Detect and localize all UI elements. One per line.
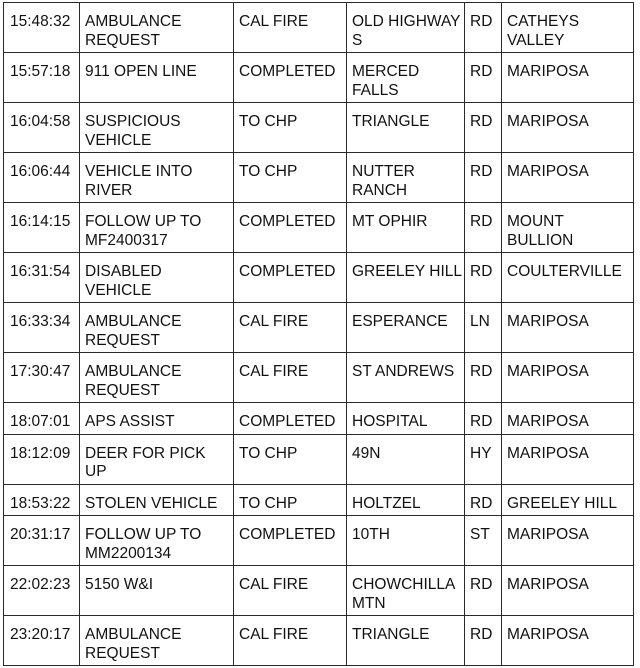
street-cell: MERCED FALLS	[347, 53, 465, 103]
time-cell: 15:48:32	[4, 3, 80, 53]
table-row	[4, 566, 634, 616]
call-type-cell: FOLLOW UP TO MF2400317	[80, 203, 234, 253]
status-cell: CAL FIRE	[234, 616, 347, 666]
city-cell: MARIPOSA	[502, 353, 634, 403]
table-row	[4, 3, 634, 53]
time-cell: 20:31:17	[4, 516, 80, 566]
status-cell: CAL FIRE	[234, 353, 347, 403]
status-cell: CAL FIRE	[234, 566, 347, 616]
street-suffix-cell: RD	[465, 3, 502, 53]
city-cell: CATHEYS VALLEY	[502, 3, 634, 53]
status-cell: COMPLETED	[234, 403, 347, 435]
table-row	[4, 616, 634, 666]
city-cell: MARIPOSA	[502, 303, 634, 353]
street-suffix-cell: RD	[465, 53, 502, 103]
table-row	[4, 53, 634, 103]
call-type-cell: 911 OPEN LINE	[80, 53, 234, 103]
time-cell: 22:02:23	[4, 566, 80, 616]
status-cell: CAL FIRE	[234, 303, 347, 353]
time-cell: 16:33:34	[4, 303, 80, 353]
call-type-cell: AMBULANCE REQUEST	[80, 303, 234, 353]
call-type-cell: DISABLED VEHICLE	[80, 253, 234, 303]
city-cell: MARIPOSA	[502, 153, 634, 203]
street-suffix-cell: RD	[465, 616, 502, 666]
time-cell: 23:20:17	[4, 616, 80, 666]
street-cell: HOSPITAL	[347, 403, 465, 435]
status-cell: COMPLETED	[234, 53, 347, 103]
street-cell: OLD HIGHWAY S	[347, 3, 465, 53]
table-row	[4, 153, 634, 203]
street-cell: MT OPHIR	[347, 203, 465, 253]
street-cell: ESPERANCE	[347, 303, 465, 353]
city-cell: MARIPOSA	[502, 516, 634, 566]
time-cell: 16:04:58	[4, 103, 80, 153]
street-cell: 10TH	[347, 516, 465, 566]
street-cell: CHOWCHILLA MTN	[347, 566, 465, 616]
street-cell: TRIANGLE	[347, 103, 465, 153]
street-suffix-cell: HY	[465, 434, 502, 484]
call-type-cell: 5150 W&I	[80, 566, 234, 616]
street-cell: HOLTZEL	[347, 484, 465, 516]
city-cell: MOUNT BULLION	[502, 203, 634, 253]
street-suffix-cell: RD	[465, 103, 502, 153]
street-suffix-cell: RD	[465, 353, 502, 403]
status-cell: COMPLETED	[234, 516, 347, 566]
time-cell: 15:57:18	[4, 53, 80, 103]
street-cell: TRIANGLE	[347, 616, 465, 666]
street-suffix-cell: RD	[465, 403, 502, 435]
city-cell: MARIPOSA	[502, 403, 634, 435]
time-cell: 16:06:44	[4, 153, 80, 203]
time-cell: 17:30:47	[4, 353, 80, 403]
call-type-cell: SUSPICIOUS VEHICLE	[80, 103, 234, 153]
city-cell: COULTERVILLE	[502, 253, 634, 303]
table-row	[4, 203, 634, 253]
table-row	[4, 516, 634, 566]
call-type-cell: AMBULANCE REQUEST	[80, 616, 234, 666]
call-log-body	[4, 3, 634, 666]
status-cell: CAL FIRE	[234, 3, 347, 53]
time-cell: 16:14:15	[4, 203, 80, 253]
street-suffix-cell: RD	[465, 153, 502, 203]
time-cell: 18:12:09	[4, 434, 80, 484]
street-suffix-cell: LN	[465, 303, 502, 353]
city-cell: MARIPOSA	[502, 53, 634, 103]
call-type-cell: STOLEN VEHICLE	[80, 484, 234, 516]
street-suffix-cell: RD	[465, 484, 502, 516]
table-row	[4, 353, 634, 403]
table-row	[4, 253, 634, 303]
status-cell: COMPLETED	[234, 253, 347, 303]
call-type-cell: DEER FOR PICK UP	[80, 434, 234, 484]
call-log-table	[3, 2, 634, 666]
street-suffix-cell: ST	[465, 516, 502, 566]
city-cell: MARIPOSA	[502, 566, 634, 616]
time-cell: 18:53:22	[4, 484, 80, 516]
call-type-cell: AMBULANCE REQUEST	[80, 3, 234, 53]
call-type-cell: APS ASSIST	[80, 403, 234, 435]
time-cell: 18:07:01	[4, 403, 80, 435]
street-cell: ST ANDREWS	[347, 353, 465, 403]
city-cell: MARIPOSA	[502, 616, 634, 666]
street-cell: GREELEY HILL	[347, 253, 465, 303]
street-suffix-cell: RD	[465, 253, 502, 303]
street-suffix-cell: RD	[465, 566, 502, 616]
status-cell: TO CHP	[234, 153, 347, 203]
city-cell: GREELEY HILL	[502, 484, 634, 516]
status-cell: COMPLETED	[234, 203, 347, 253]
time-cell: 16:31:54	[4, 253, 80, 303]
street-cell: NUTTER RANCH	[347, 153, 465, 203]
call-type-cell: AMBULANCE REQUEST	[80, 353, 234, 403]
call-type-cell: VEHICLE INTO RIVER	[80, 153, 234, 203]
table-row	[4, 103, 634, 153]
status-cell: TO CHP	[234, 434, 347, 484]
street-cell: 49N	[347, 434, 465, 484]
table-row	[4, 484, 634, 516]
table-row	[4, 434, 634, 484]
status-cell: TO CHP	[234, 484, 347, 516]
call-type-cell: FOLLOW UP TO MM2200134	[80, 516, 234, 566]
city-cell: MARIPOSA	[502, 103, 634, 153]
city-cell: MARIPOSA	[502, 434, 634, 484]
street-suffix-cell: RD	[465, 203, 502, 253]
table-row	[4, 303, 634, 353]
table-row	[4, 403, 634, 435]
status-cell: TO CHP	[234, 103, 347, 153]
